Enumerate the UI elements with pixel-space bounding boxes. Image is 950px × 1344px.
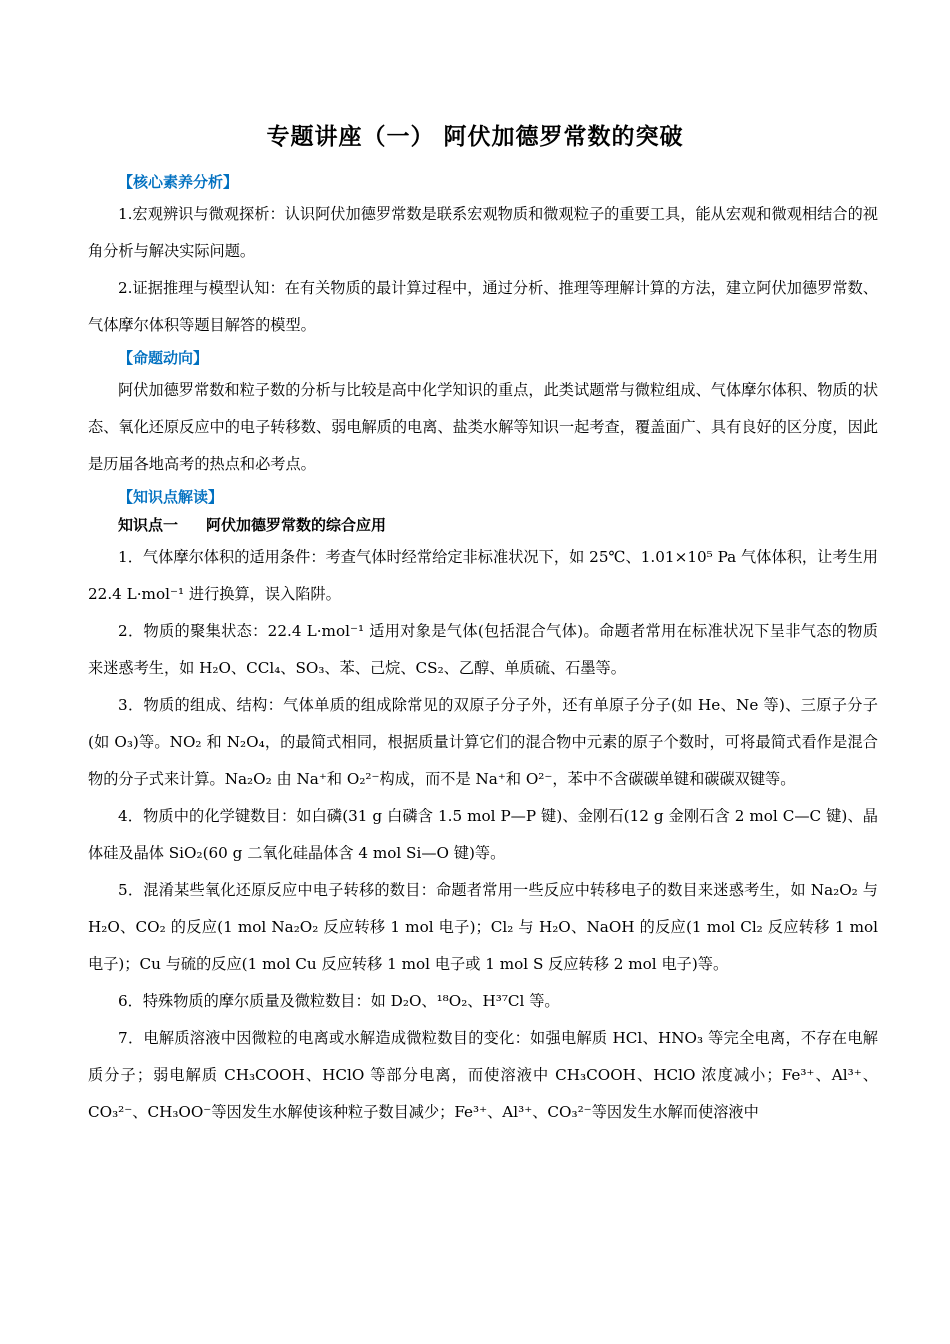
core-paragraph-1: 1.宏观辨识与微观探析：认识阿伏加德罗常数是联系宏观物质和微观粒子的重要工具，能从宏观和微观相结合的视角分析与解决实际问题。 xyxy=(88,205,878,260)
knowledge-sub-title: 阿伏加德罗常数的综合应用 xyxy=(206,516,387,534)
knowledge-paragraph-3: 3．物质的组成、结构：气体单质的组成除常见的双原子分子外，还有单原子分子(如 He、Ne 等)、三原子分子(如 O₃)等。NO₂ 和 N₂O₄，的最简式相同，根据质量计算它们的混合物中元素的原子个数时，可将最简式看作是混合物的分子式来计算。Na₂O₂ 由 Na⁺和 O₂²⁻构成，而不是 Na⁺和 O²⁻，苯中不含碳碳单键和碳碳双键等。 xyxy=(88,696,878,788)
knowledge-subheading xyxy=(118,511,878,539)
knowledge-sub-label: 知识点一 xyxy=(118,516,179,534)
knowledge-paragraph-6: 6．特殊物质的摩尔质量及微粒数目：如 D₂O、¹⁸O₂、H³⁷Cl 等。 xyxy=(118,992,560,1010)
section-heading-core: 【核心素养分析】 xyxy=(118,173,239,191)
trend-paragraph: 阿伏加德罗常数和粒子数的分析与比较是高中化学知识的重点，此类试题常与微粒组成、气体摩尔体积、物质的状态、氧化还原反应中的电子转移数、弱电解质的电离、盐类水解等知识一起考查，覆盖面广、具有良好的区分度，因此是历届各地高考的热点和必考点。 xyxy=(88,381,878,473)
document-body xyxy=(88,168,878,1131)
knowledge-paragraph-2: 2．物质的聚集状态：22.4 L·mol⁻¹ 适用对象是气体(包括混合气体)。命题者常用在标准状况下呈非气态的物质来迷惑考生，如 H₂O、CCl₄、SO₃、苯、己烷、CS₂、乙醇、单质硫、石墨等。 xyxy=(88,622,878,677)
section-heading-knowledge: 【知识点解读】 xyxy=(118,488,224,506)
core-paragraph-2: 2.证据推理与模型认知：在有关物质的最计算过程中，通过分析、推理等理解计算的方法，建立阿伏加德罗常数、气体摩尔体积等题目解答的模型。 xyxy=(88,279,878,334)
knowledge-paragraph-7: 7．电解质溶液中因微粒的电离或水解造成微粒数目的变化：如强电解质 HCl、HNO₃ 等完全电离，不存在电解质分子；弱电解质 CH₃COOH、HClO 等部分电离，而使溶液中 CH₃COOH、HClO 浓度减小；Fe³⁺、Al³⁺、CO₃²⁻、CH₃OO⁻等因发生水解使该种粒子数目减少；Fe³⁺、Al³⁺、CO₃²⁻等因发生水解而使溶液中 xyxy=(88,1029,878,1121)
page-title: 专题讲座（一） 阿伏加德罗常数的突破 xyxy=(266,124,684,150)
knowledge-paragraph-1: 1．气体摩尔体积的适用条件：考查气体时经常给定非标准状况下，如 25℃、1.01×10⁵ Pa 气体体积，让考生用 22.4 L·mol⁻¹ 进行换算，误入陷阱。 xyxy=(88,548,878,603)
section-heading-trend: 【命题动向】 xyxy=(118,349,209,367)
knowledge-paragraph-5: 5．混淆某些氧化还原反应中电子转移的数目：命题者常用一些反应中转移电子的数目来迷惑考生，如 Na₂O₂ 与 H₂O、CO₂ 的反应(1 mol Na₂O₂ 反应转移 1 mol 电子)；Cl₂ 与 H₂O、NaOH 的反应(1 mol Cl₂ 反应转移 1 mol 电子)；Cu 与硫的反应(1 mol Cu 反应转移 1 mol 电子或 1 mol S 反应转移 2 mol 电子)等。 xyxy=(88,881,878,973)
knowledge-paragraph-4: 4．物质中的化学键数目：如白磷(31 g 白磷含 1.5 mol P—P 键)、金刚石(12 g 金刚石含 2 mol C—C 键)、晶体硅及晶体 SiO₂(60 g 二氧化硅晶体含 4 mol Si—O 键)等。 xyxy=(88,807,878,862)
